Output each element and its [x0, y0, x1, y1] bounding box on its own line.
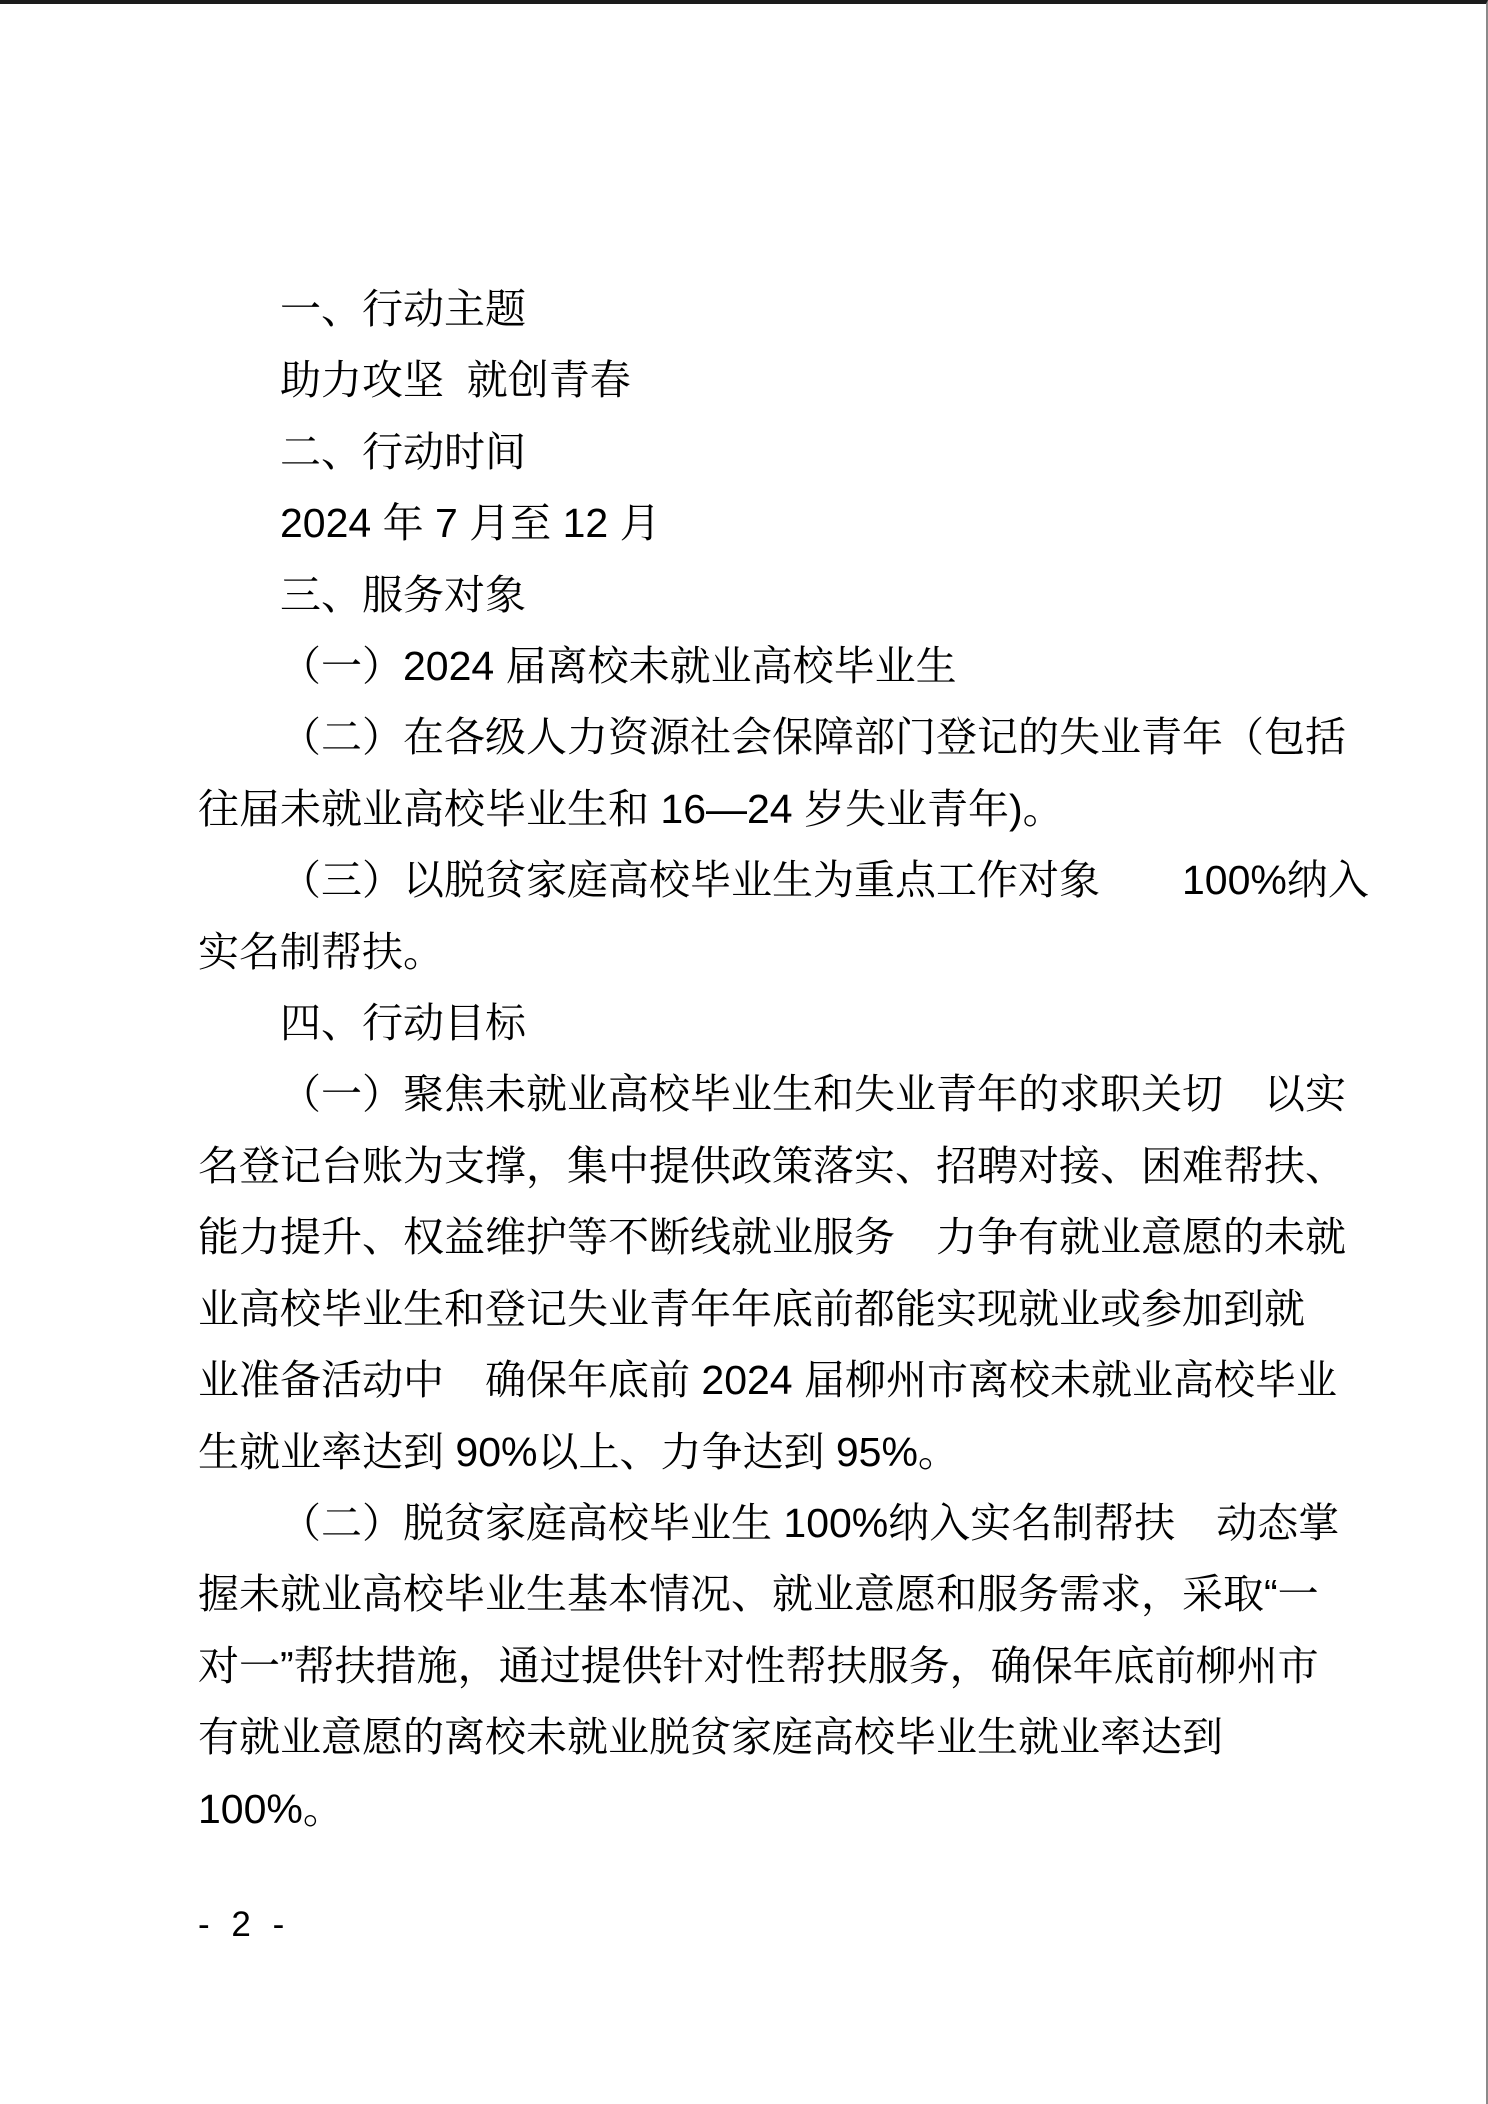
text-line: 握未就业高校毕业生基本情况、就业意愿和服务需求，采取“一 [198, 1571, 1319, 1618]
text-line: 助力攻坚 就创青春 [280, 357, 631, 404]
page-number: - 2 - [198, 1905, 285, 1944]
text-line: （二）脱贫家庭高校毕业生 100%纳入实名制帮扶 动态掌 [280, 1499, 1340, 1546]
text-line: 业准备活动中 确保年底前 2024 届柳州市离校未就业高校毕业 [198, 1357, 1337, 1404]
text-line: 对一”帮扶措施，通过提供针对性帮扶服务，确保年底前柳州市 [198, 1642, 1319, 1689]
text-line: 有就业意愿的离校未就业脱贫家庭高校毕业生就业率达到 [198, 1714, 1223, 1761]
text-line: 100%。 [198, 1785, 344, 1832]
text-line: 往届未就业高校毕业生和 16—24 岁失业青年)。 [198, 785, 1064, 832]
text-line: 业高校毕业生和登记失业青年年底前都能实现就业或参加到就 [198, 1285, 1305, 1332]
text-line: （三）以脱贫家庭高校毕业生为重点工作对象 100%纳入 [280, 857, 1369, 904]
text-line: （一）聚焦未就业高校毕业生和失业青年的求职关切 以实 [280, 1071, 1346, 1118]
text-line: （一）2024 届离校未就业高校毕业生 [280, 643, 957, 690]
text-line: （二）在各级人力资源社会保障部门登记的失业青年（包括 [280, 714, 1346, 761]
heading-line: 三、服务对象 [280, 571, 526, 618]
text-line: 名登记台账为支撑，集中提供政策落实、招聘对接、困难帮扶、 [198, 1142, 1346, 1189]
heading-line: 一、行动主题 [280, 286, 526, 332]
document-body [198, 274, 1369, 1845]
heading-line: 二、行动时间 [280, 428, 526, 475]
text-line: 实名制帮扶。 [198, 928, 444, 975]
text-line: 能力提升、权益维护等不断线就业服务 力争有就业意愿的未就 [198, 1214, 1346, 1261]
text-line: 2024 年 7 月至 12 月 [280, 500, 661, 547]
text-line: 生就业率达到 90%以上、力争达到 95%。 [198, 1428, 959, 1475]
heading-line: 四、行动目标 [280, 1000, 526, 1047]
